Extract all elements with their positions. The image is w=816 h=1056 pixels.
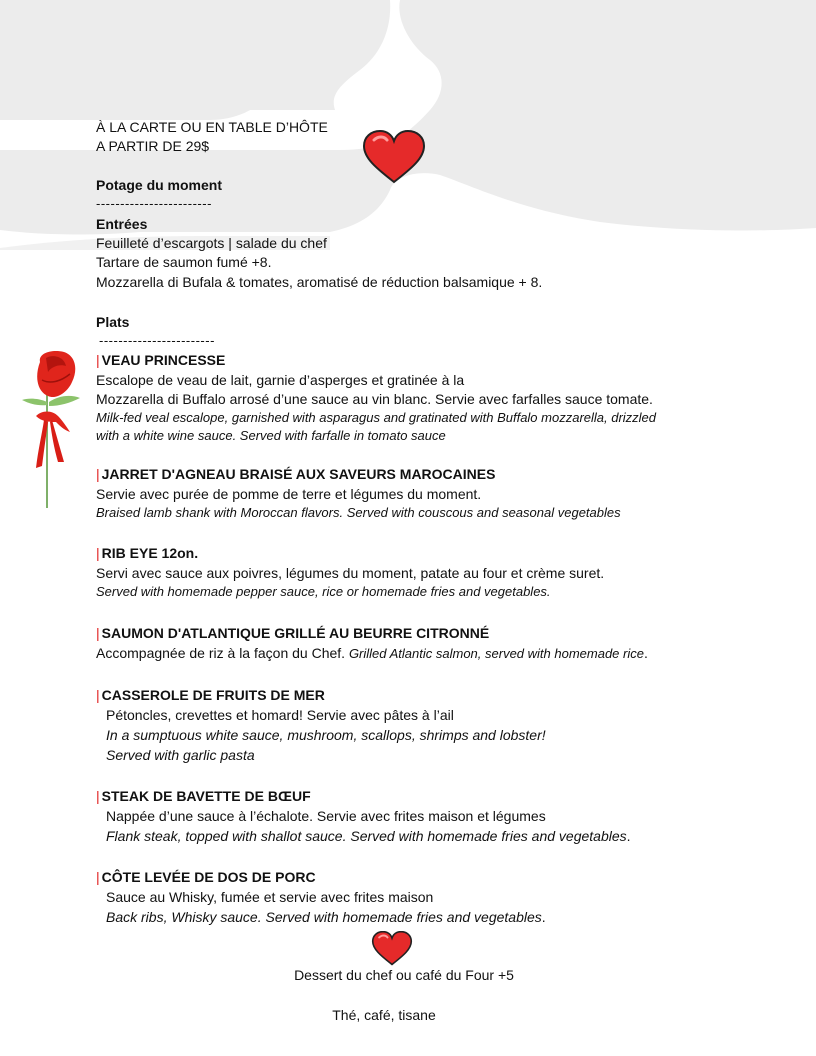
dish-name: VEAU PRINCESSE <box>101 352 226 368</box>
dish-desc-fr: Servie avec purée de pomme de terre et légumes du moment. <box>96 486 482 502</box>
dish-title <box>96 464 495 484</box>
dish-desc-en: Grilled Atlantic salmon, served with homemade rice <box>348 646 644 661</box>
dish-desc-en: Served with garlic pasta <box>106 747 255 763</box>
dish-bar: | <box>96 352 100 368</box>
dish-name: CÔTE LEVÉE DE DOS DE PORC <box>101 869 316 885</box>
dish-bar: | <box>96 545 100 561</box>
potage-title: Potage du moment <box>96 177 223 193</box>
dish-desc-en: Braised lamb shank with Moroccan flavors. Served with couscous and seasonal vegetables <box>96 505 621 520</box>
heart-icon <box>371 931 413 967</box>
dish-desc <box>106 907 546 927</box>
dish-desc-fr: Pétoncles, crevettes et homard! Servie avec pâtes à l’ail <box>106 707 454 723</box>
dish-name: CASSEROLE DE FRUITS DE MER <box>101 687 325 703</box>
dish-title <box>96 543 198 563</box>
dish-title <box>96 623 489 643</box>
dish-name: JARRET D'AGNEAU BRAISÉ AUX SAVEURS MAROCAINES <box>101 466 496 482</box>
plats-separator: ------------------------ <box>99 333 215 348</box>
entree-item: Mozzarella di Bufala & tomates, aromatisé de réduction balsamique + 8. <box>96 274 543 290</box>
dish-desc <box>96 643 648 664</box>
dish-desc-fr: Sauce au Whisky, fumée et servie avec frites maison <box>106 889 434 905</box>
dish-desc-en: Served with homemade pepper sauce, rice or homemade fries and vegetables. <box>96 584 551 599</box>
plats-title: Plats <box>96 314 130 330</box>
heart-icon <box>362 130 426 186</box>
dish-title <box>96 786 311 806</box>
entree-item: Tartare de saumon fumé +8. <box>96 254 272 270</box>
dish-title <box>96 350 225 370</box>
dish-desc-fr: Escalope de veau de lait, garnie d’asperges et gratinée à la <box>96 372 465 388</box>
dish-title <box>96 867 316 887</box>
dish-desc-en: with a white wine sauce. Served with farfalle in tomato sauce <box>96 428 446 443</box>
dish-name: STEAK DE BAVETTE DE BŒUF <box>101 788 311 804</box>
dish-desc-fr: Servi avec sauce aux poivres, légumes du moment, patate au four et crème suret. <box>96 565 605 581</box>
dish-desc-en: Back ribs, Whisky sauce. Served with homemade fries and vegetables <box>106 909 542 925</box>
dish-name: RIB EYE 12on. <box>101 545 199 561</box>
dessert-line: Dessert du chef ou café du Four +5 <box>294 967 514 983</box>
dish-bar: | <box>96 466 100 482</box>
dish-desc-suffix: . <box>541 909 546 925</box>
dish-bar: | <box>96 788 100 804</box>
dish-name: SAUMON D'ATLANTIQUE GRILLÉ AU BEURRE CITRONNÉ <box>101 625 490 641</box>
dish-desc-suffix: . <box>643 645 648 661</box>
dish-desc-suffix: . <box>626 828 631 844</box>
dish-bar: | <box>96 687 100 703</box>
dish-desc-en: Flank steak, topped with shallot sauce. Served with homemade fries and vegetables <box>106 828 627 844</box>
dish-bar: | <box>96 869 100 885</box>
dish-desc <box>106 826 631 846</box>
header-line-2: A PARTIR DE 29$ <box>96 138 210 154</box>
drinks-line: Thé, café, tisane <box>332 1007 436 1023</box>
dish-desc-en: In a sumptuous white sauce, mushroom, scallops, shrimps and lobster! <box>106 727 546 743</box>
dish-desc-en: Milk-fed veal escalope, garnished with asparagus and gratinated with Buffalo mozzarella, drizzled <box>96 410 657 425</box>
entrees-title: Entrées <box>96 216 148 232</box>
dish-desc-fr: Accompagnée de riz à la façon du Chef. <box>96 645 346 661</box>
header-line-1: À LA CARTE OU EN TABLE D’HÔTE <box>96 119 328 135</box>
dish-bar: | <box>96 625 100 641</box>
dish-title <box>96 685 325 705</box>
dish-desc-fr: Nappée d’une sauce à l’échalote. Servie avec frites maison et légumes <box>106 808 546 824</box>
potage-separator: ------------------------ <box>96 196 212 211</box>
entree-item: Feuilleté d’escargots | salade du chef <box>96 235 327 251</box>
rose-icon <box>20 350 84 510</box>
dish-desc-fr: Mozzarella di Buffalo arrosé d’une sauce au vin blanc. Servie avec farfalles sauce tomate. <box>96 391 653 407</box>
